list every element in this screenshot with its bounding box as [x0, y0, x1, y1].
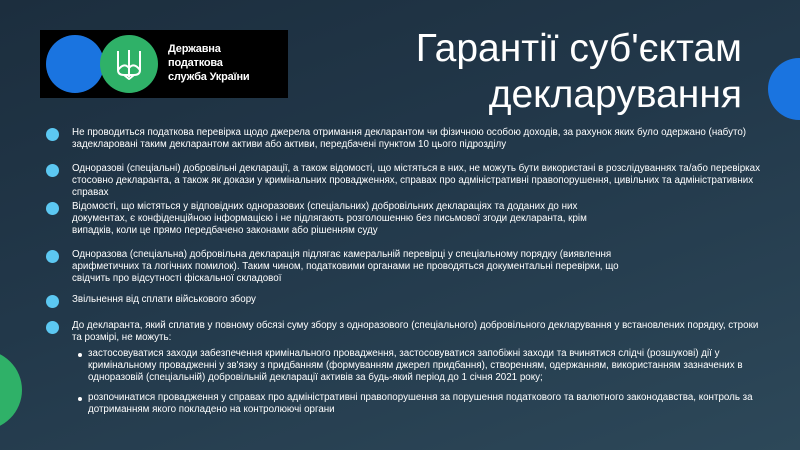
sub-bullet-icon	[78, 397, 82, 401]
bullet-icon	[46, 250, 59, 263]
logo-line-1: Державна	[168, 43, 221, 55]
sub-list-item-text: застосовуватися заходи забезпечення кримінального провадження, застосовуватися запобіжні заходи та вчинятися слідчі (розшукові) дії у кримінальному провадженні у зв'язку з придбанням (формуванням джерел придбання), створенням, одержанням, використанням зазначених в одноразовій (спеціальній) добровільній декларації активів за будь-який період до 1 січня 2021 року;	[88, 348, 743, 383]
sub-bullet-icon	[78, 353, 82, 357]
bullet-icon	[46, 164, 59, 177]
bullet-icon	[46, 321, 59, 334]
list-item-text: Звільнення від сплати військового збору	[72, 294, 256, 305]
list-item-text: Відомості, що містяться у відповідних одноразових (спеціальних) добровільних деклараціях та доданих до них документах, є конфіденційною інформацією і не підлягають розголошенню без письмової згоди декларанта, крім випадків, коли це прямо передбачено законами або рішенням суду	[72, 201, 587, 236]
logo-wordmark	[168, 42, 284, 84]
slide-title: Гарантії суб'єктам декларування	[415, 27, 742, 116]
list-item-text: Одноразові (спеціальні) добровільні декларації, а також відомості, що містяться в них, не можуть бути використані в розслідуваннях та/або перевірках стосовно декларанта, а також як докази у кримінальних провадженнях, справах про адміністративні правопорушення, цивільних та адміністративних справах	[72, 163, 761, 198]
list-item-text: До декларанта, який сплатив у повному обсязі суму збору з одноразового (спеціального) добровільного декларування у встановлених порядку, строки та розмірі, не можуть:	[72, 320, 759, 343]
tax-service-logo	[40, 30, 288, 98]
logo-line-3: служба України	[168, 71, 250, 83]
decorative-green-circle	[0, 350, 22, 430]
bullet-icon	[46, 128, 59, 141]
bullet-icon	[46, 202, 59, 215]
logo-line-2: податкова	[168, 57, 223, 69]
bullet-icon	[46, 295, 59, 308]
trident-icon	[116, 48, 142, 80]
list-item-text: Одноразова (спеціальна) добровільна декларація підлягає камеральній перевірці у спеціальному порядку (виявлення арифметичних та логічних помилок). Таким чином, податковими органами не проводяться документальні перевірки, що свідчить про відсутності фіскальної складової	[72, 249, 619, 284]
logo-blue-circle	[46, 35, 104, 93]
sub-list-item-text: розпочинатися провадження у справах про адміністративні правопорушення за порушення податкового та валютного законодавства, контроль за дотриманням якого покладено на контролюючі органи	[88, 392, 753, 415]
decorative-blue-circle	[768, 58, 800, 120]
list-item-text: Не проводиться податкова перевірка щодо джерела отримання декларантом чи фізичною особою доходів, за рахунок яких було одержано (набуто) задекларовані таким декларантом активи або активи, передбачені пунктом 10 цього підрозділу	[72, 127, 747, 150]
